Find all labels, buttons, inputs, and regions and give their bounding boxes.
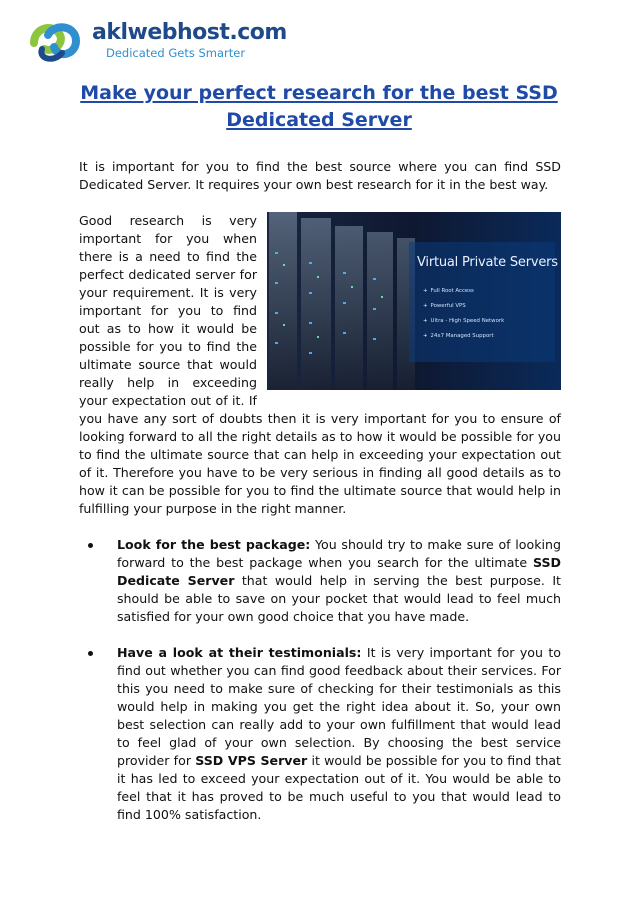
- bullet-text: it would be possible for you to find that it has led to exceed your expectation out of it. You would be able to feel that it has proved to be much useful to you that would lead to find 100% satisfaction.: [117, 753, 561, 822]
- vps-heading: Virtual Private Servers: [417, 255, 558, 270]
- bullet-bold: SSD Dedicate Server: [117, 555, 561, 588]
- bullet-text: It is very important for you to find out whether you can find good feedback about their services. For this you need to make sure of checking for their testimonials as this would help in making you get the right idea about it. So, your own best selection can really add to your own fulfillment that would lead to feel glad of your own selection. By choosing the best service provider for: [117, 645, 561, 768]
- logo-name: aklwebhost.com: [92, 20, 287, 45]
- bullet-bold: SSD VPS Server: [195, 753, 308, 768]
- site-logo: [24, 10, 287, 70]
- server-rack-image: [267, 212, 561, 390]
- bullet-heading: Have a look at their testimonials:: [117, 645, 362, 660]
- bullet-icon: [88, 543, 93, 548]
- bullet-text: You should try to make sure of looking forward to the best package when you search for the ultimate: [117, 537, 561, 570]
- page-title: Make your perfect research for the best SSD Dedicated Server: [80, 82, 558, 131]
- vps-feature: + Powerful VPS: [423, 299, 504, 314]
- article-body: [79, 158, 561, 842]
- logo-icon: [24, 13, 90, 67]
- logo-tagline: Dedicated Gets Smarter: [106, 46, 246, 60]
- vps-feature-list: [423, 284, 504, 344]
- vps-feature: + 24x7 Managed Support: [423, 329, 504, 344]
- list-item: [79, 536, 561, 626]
- tips-list: [79, 536, 561, 824]
- server-rack-illustration: [267, 212, 561, 390]
- vps-feature: + Ultra - High Speed Network: [423, 314, 504, 329]
- bullet-text: that would help in serving the best purpose. It should be able to save on your pocket that would lead to feel much satisfied for your own good choice that you have made.: [117, 573, 561, 624]
- list-item: [79, 644, 561, 824]
- intro-paragraph: It is important for you to find the best source where you can find SSD Dedicated Server. It requires your own best research for it in the best way.: [79, 159, 561, 192]
- bullet-heading: Look for the best package:: [117, 537, 311, 552]
- bullet-icon: [88, 651, 93, 656]
- research-paragraph: Good research is very important for you when there is a need to find the perfect dedicated server for your requirement. It is very important for you to find out as to how it would be possible for you to find the ultimate source that would really help in exceeding your expectation out of it. If you have any sort of doubts then it is very important for you to ensure of looking forward to all the right details as to how it would be possible for you to find the ultimate source that can help in exceeding your expectation out of it. Therefore you have to be very serious in finding all good details as to how it can be possible for you to find the ultimate source that would help in fulfilling your purpose in the right manner.: [79, 213, 561, 516]
- vps-feature: + Full Root Access: [423, 284, 504, 299]
